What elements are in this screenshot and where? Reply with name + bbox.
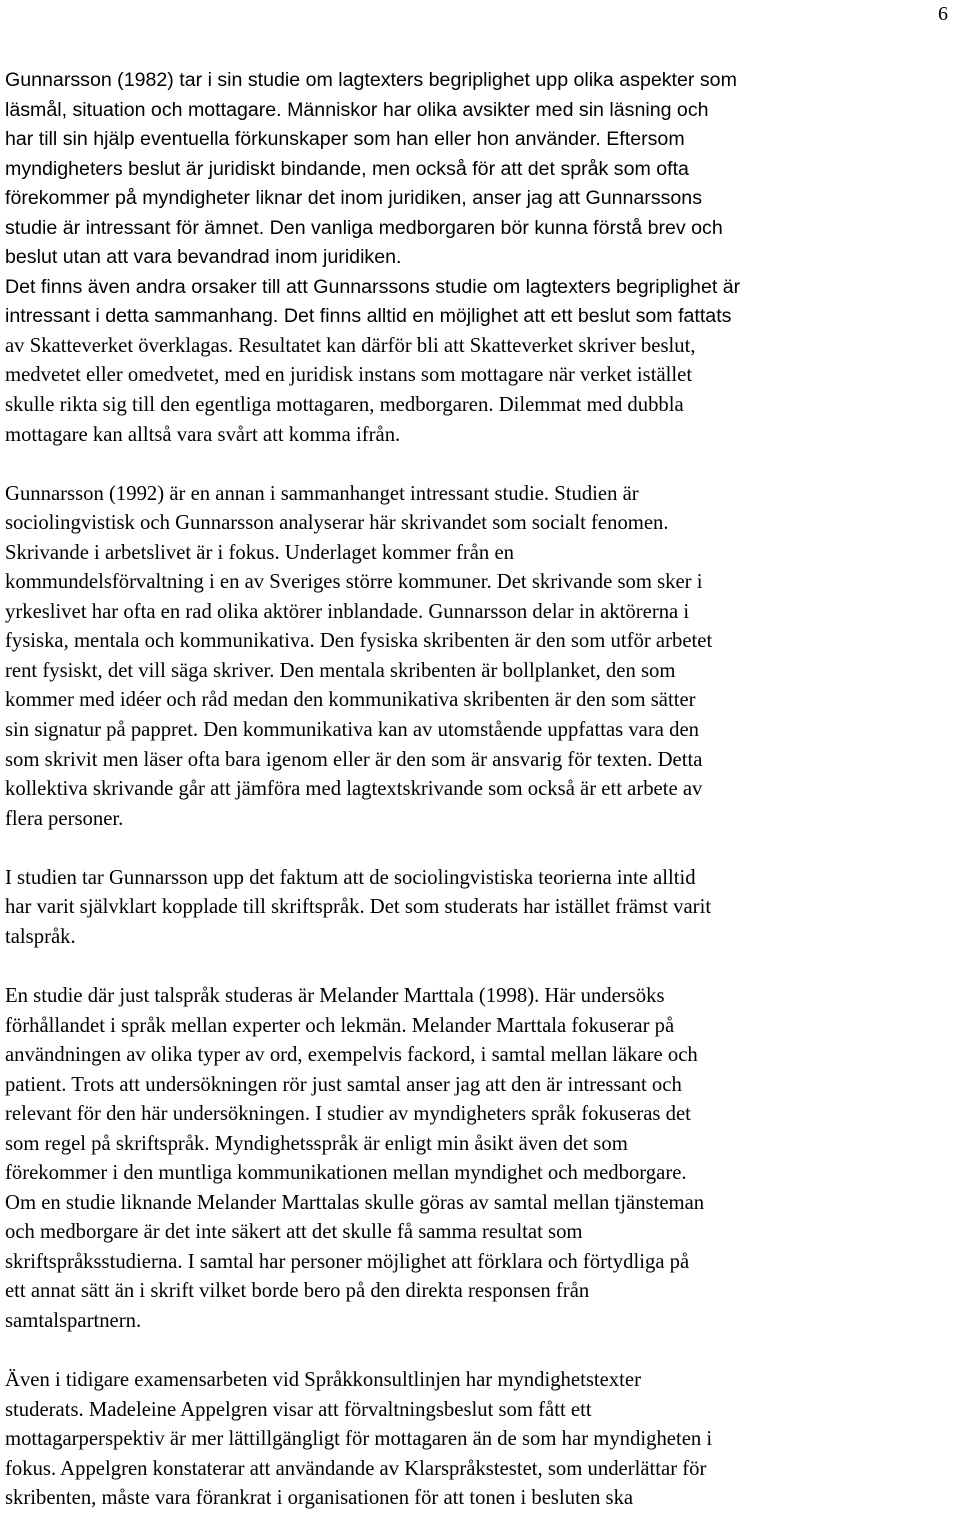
text-line: flera personer. — [5, 807, 124, 830]
text-line: talspråk. — [5, 925, 76, 948]
text-line: fokus. Appelgren konstaterar att användande av Klarspråkstestet, som underlättar för — [5, 1457, 707, 1480]
text-line: som regel på skriftspråk. Myndighetsspråk är enligt min åsikt även det som — [5, 1132, 628, 1155]
paragraph-2 — [5, 480, 950, 835]
paragraph-1 — [5, 66, 950, 450]
text-line: patient. Trots att undersökningen rör just samtal anser jag att den är intressant och — [5, 1073, 682, 1096]
text-line: studerats. Madeleine Appelgren visar att förvaltningsbeslut som fått ett — [5, 1398, 592, 1421]
text-line: av Skatteverket överklagas. — [5, 334, 234, 357]
text-line: skriftspråksstudierna. I samtal har personer möjlighet att förklara och förtydliga på — [5, 1250, 690, 1273]
text-line: Det finns även andra orsaker till att Gunnarssons studie om lagtexters begriplighet är — [5, 275, 741, 298]
text-line: användningen av olika typer av ord, exempelvis fackord, i samtal mellan läkare och — [5, 1044, 698, 1067]
text-line-tail: Resultatet kan därför bli att Skatteverket skriver beslut, — [233, 334, 696, 357]
text-line: kollektiva skrivande går att jämföra med lagtextskrivande som också är ett arbete av — [5, 778, 703, 801]
text-line: sin signatur på pappret. Den kommunikativa kan av utomstående uppfattas vara den — [5, 719, 699, 742]
page-number: 6 — [938, 3, 948, 25]
text-line: Gunnarsson (1992) är en annan i sammanhanget intressant studie. Studien är — [5, 482, 639, 505]
text-line: som skrivit men läser ofta bara igenom eller är den som är ansvarig för texten. Detta — [5, 748, 703, 771]
text-line: kommundelsförvaltning i en av Sveriges större kommuner. Det skrivande som sker i — [5, 571, 703, 594]
text-line: har till sin hjälp eventuella förkunskaper som han eller hon använder. — [5, 128, 601, 151]
paragraph-gap — [5, 1337, 950, 1367]
text-line: intressant i detta sammanhang. — [5, 305, 279, 328]
text-line-tail: Den vanliga medborgaren bör kunna förstå brev och — [264, 216, 723, 239]
text-line: yrkeslivet har ofta en rad olika aktörer inblandade. Gunnarsson delar in aktörerna i — [5, 600, 690, 623]
text-line: och medborgare är det inte säkert att det skulle få samma resultat som — [5, 1221, 583, 1244]
text-line: Skrivande i arbetslivet är i fokus. Underlaget kommer från en — [5, 541, 514, 564]
text-line: I studien tar Gunnarsson upp det faktum att de sociolingvistiska teorierna inte alltid — [5, 866, 696, 889]
text-line: myndigheters beslut är juridiskt bindande, men också för att det språk som ofta — [5, 157, 689, 180]
text-line: relevant för den här undersökningen. I studier av myndigheters språk fokuseras det — [5, 1103, 691, 1126]
text-line: fysiska, mentala och kommunikativa. Den fysiska skribenten är den som utför arbetet — [5, 630, 713, 653]
text-line: studie är intressant för ämnet. — [5, 216, 265, 239]
paragraph-5 — [5, 1366, 950, 1514]
paragraph-gap — [5, 834, 950, 864]
paragraph-4 — [5, 982, 950, 1337]
paragraph-gap — [5, 450, 950, 480]
text-line: Även i tidigare examensarbeten vid Språkkonsultlinjen har myndighetstexter — [5, 1369, 641, 1392]
text-line-tail: Eftersom — [600, 128, 685, 151]
text-line: Gunnarsson (1982) tar i sin studie om lagtexters begriplighet upp olika aspekter som — [5, 69, 737, 91]
text-line: samtalspartnern. — [5, 1309, 142, 1332]
text-line: kommer med idéer och råd medan den kommunikativa skribenten är den som sätter — [5, 689, 696, 712]
document-body — [5, 66, 950, 1514]
text-line: sociolingvistisk och Gunnarsson analyserar här skrivandet som socialt fenomen. — [5, 512, 669, 535]
text-line: medvetet eller omedvetet, med en juridisk instans som mottagare när verket istället — [5, 364, 693, 387]
text-line-tail: Det finns alltid en möjlighet att ett beslut som fattats — [278, 305, 732, 328]
text-line: skulle rikta sig till den egentliga mottagaren, medborgaren. — [5, 394, 494, 417]
text-line: förekommer i den muntliga kommunikationen mellan myndighet och medborgare. — [5, 1162, 687, 1185]
text-line: läsmål, situation och mottagare. Människor har olika avsikter med sin läsning och — [5, 98, 709, 121]
text-line-tail: Dilemmat med dubbla — [493, 394, 684, 417]
text-line: har varit självklart kopplade till skriftspråk. Det som studerats har istället främst varit — [5, 896, 712, 919]
paragraph-gap — [5, 952, 950, 982]
text-line: skribenten, måste vara förankrat i organisationen för att tonen i besluten ska — [5, 1487, 634, 1510]
text-line: förhållandet i språk mellan experter och lekmän. Melander Marttala fokuserar på — [5, 1014, 675, 1037]
text-line: Om en studie liknande Melander Marttalas skulle göras av samtal mellan tjänsteman — [5, 1191, 705, 1214]
text-line: mottagare kan alltså vara svårt att komma ifrån. — [5, 423, 401, 446]
text-line: beslut utan att vara bevandrad inom juridiken. — [5, 246, 402, 269]
text-line: mottagarperspektiv är mer lättillgängligt för mottagaren än de som har myndigheten i — [5, 1428, 713, 1451]
text-line: rent fysiskt, det vill säga skriver. Den mentala skribenten är bollplanket, den som — [5, 659, 676, 682]
paragraph-3 — [5, 864, 950, 953]
text-line: En studie där just talspråk studeras är Melander Marttala (1998). Här undersöks — [5, 984, 665, 1007]
text-line: förekommer på myndigheter liknar det inom juridiken, anser jag att Gunnarssons — [5, 187, 703, 210]
text-line: ett annat sätt än i skrift vilket borde bero på den direkta responsen från — [5, 1280, 590, 1303]
